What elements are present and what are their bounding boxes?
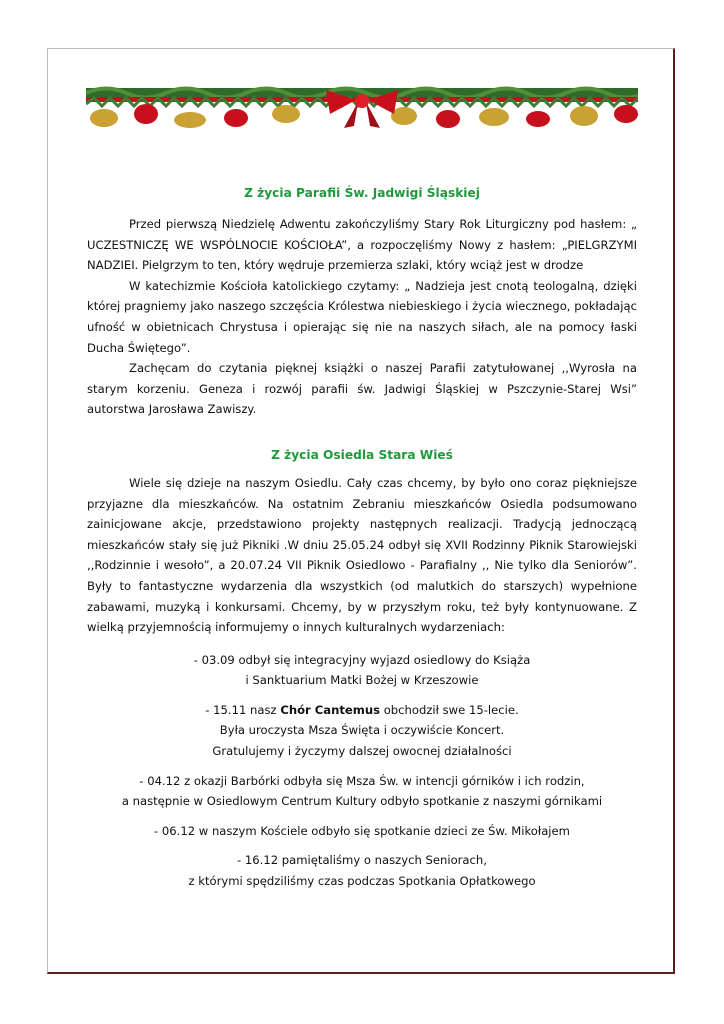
paragraph: Przed pierwszą Niedzielę Adwentu zakończyliśmy Stary Rok Liturgiczny pod hasłem: „ UCZESTNICZĘ WE WSPÓLNOCIE KOŚCIOŁA”, a rozpoczęliśmy Nowy z hasłem: „PIELGRZYMI NADZIEI. Pielgrzym to ten, który wędruje przemierza szlaki, który wciąż jest w drodze: [87, 217, 637, 273]
event-line: [87, 700, 637, 721]
event-item: [87, 700, 637, 762]
event-line: z którymi spędziliśmy czas podczas Spotkania Opłatkowego: [188, 874, 536, 889]
event-line: Gratulujemy i życzymy dalszej owocnej działalności: [212, 744, 512, 759]
event-text: - 15.11 nasz: [205, 702, 281, 717]
event-item: [87, 771, 637, 812]
event-line: - 04.12 z okazji Barbórki odbyła się Msza Św. w intencji górników i ich rodzin,: [139, 773, 585, 788]
event-item: [87, 650, 637, 691]
paragraph: Zachęcam do czytania pięknej książki o naszej Parafii zatytułowanej ,,Wyrosła na starym korzeniu. Geneza i rozwój parafii św. Jadwigi Śląskiej w Pszczynie-Starej Wsi” autorstwa Jarosława Zawiszy.: [87, 361, 637, 417]
paragraph: W katechizmie Kościoła katolickiego czytamy: „ Nadzieja jest cnotą teologalną, dzięki której pragniemy jako naszego szczęścia Królestwa niebieskiego i życia wiecznego, pokładając ufność w obietnicach Chrystusa i opierając się nie na naszych siłach, ale na pomocy łaski Ducha Świętego”.: [87, 278, 637, 355]
event-line: - 03.09 odbył się integracyjny wyjazd osiedlowy do Książa: [193, 652, 531, 667]
event-text: obchodził swe 15-lecie.: [380, 702, 519, 717]
section-title-parish: Z życia Parafii Św. Jadwigi Śląskiej: [244, 186, 480, 200]
event-line: i Sanktuarium Matki Bożej w Krzeszowie: [245, 673, 479, 688]
paragraph: Wiele się dzieje na naszym Osiedlu. Cały czas chcemy, by było ono coraz piękniejsze przyjazne dla mieszkańców. Na ostatnim Zebraniu mieszkańców Osiedla podsumowano zainicjowane akcje, przedstawiono projekty następnych realizacji. Tradycją jednoczącą mieszkańców stały się już Pikniki .W dniu 25.05.24 odbył się XVII Rodzinny Piknik Starowiejski ,,Rodzinnie i wesoło”, a 20.07.24 VII Piknik Osiedlowo - Parafialny ,, Nie tylko dla Seniorów”. Były to fantastyczne wydarzenia dla wszystkich (od malutkich do starszych) wypełnione zabawami, muzyką i konkursami. Chcemy, by w przyszłym roku, też były kontynuowane. Z wielką przyjemnością informujemy o innych kulturalnych wydarzeniach:: [87, 475, 637, 635]
event-line: - 16.12 pamiętaliśmy o naszych Seniorach,: [237, 853, 487, 868]
section-title-estate: Z życia Osiedla Stara Wieś: [271, 447, 453, 462]
event-line: a następnie w Osiedlowym Centrum Kultury odbyło spotkanie z naszymi górnikami: [121, 794, 603, 809]
article-content: [87, 183, 637, 901]
event-line: Była uroczysta Msza Święta i oczywiście Koncert.: [219, 723, 505, 738]
bow-icon: [326, 90, 398, 128]
event-item: [87, 821, 637, 842]
event-line: - 06.12 w naszym Kościele odbyło się spotkanie dzieci ze Św. Mikołajem: [154, 823, 570, 838]
christmas-garland-banner: [86, 84, 638, 130]
event-item: [87, 850, 637, 891]
events-list: [87, 650, 637, 892]
choir-name: Chór Cantemus: [280, 702, 381, 717]
